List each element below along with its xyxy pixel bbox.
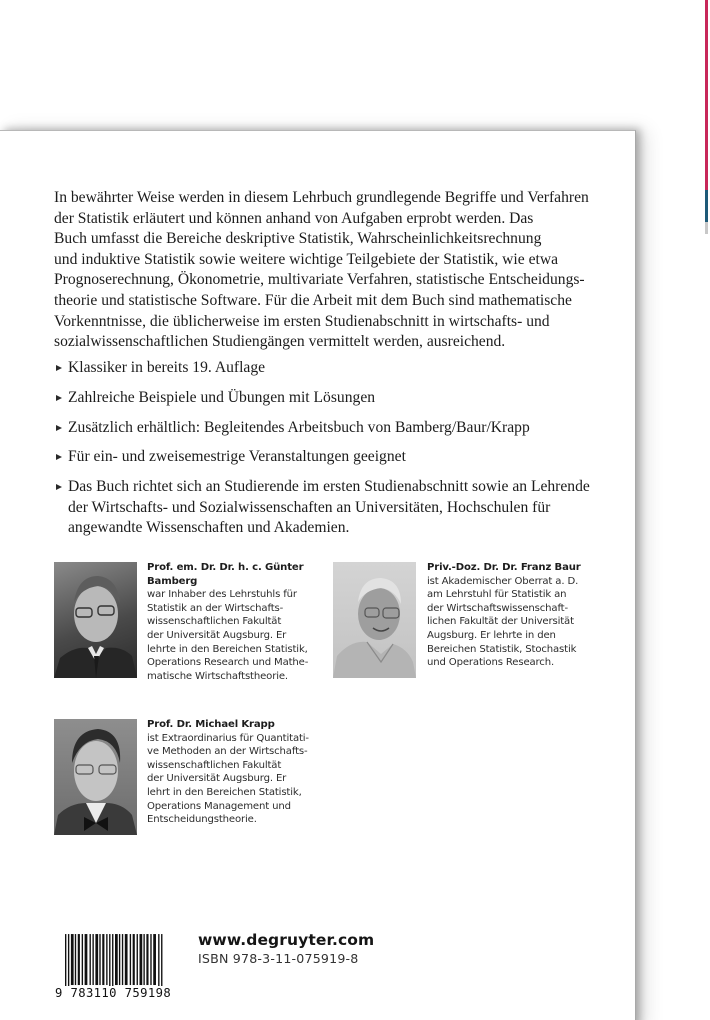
blurb-line: der Statistik erläutert und können anhand von Aufgaben erprobt werden. Das xyxy=(54,209,534,227)
triangle-bullet-icon xyxy=(56,454,62,460)
spine-pink-band xyxy=(705,0,708,190)
author-bio-baur: Priv.-Doz. Dr. Dr. Franz Baur ist Akademischer Oberrat a. D. am Lehrstuhl für Statistik an der Wirtschaftswissenschaft- lichen Fakultät der Universität Augsburg. Er lehrte in den Bereichen Statistik, Stochastik und Operations Research. xyxy=(427,562,581,669)
isbn-barcode xyxy=(55,934,172,1001)
author-name: Bamberg xyxy=(147,575,198,587)
triangle-bullet-icon xyxy=(56,365,62,371)
back-cover-page xyxy=(0,130,636,1020)
feature-item: Zahlreiche Beispiele und Übungen mit Lösungen xyxy=(54,388,624,409)
author-bio-krapp: Prof. Dr. Michael Krapp ist Extraordinarius für Quantitati- ve Methoden an der Wirtschafts- wissenschaftlichen Fakultät der Universität Augsburg. Er lehrt in den Bereichen Statistik, Operations Management und Entscheidungstheorie. xyxy=(147,719,309,826)
author-name: Prof. Dr. Michael Krapp xyxy=(147,719,275,730)
portrait-icon xyxy=(54,562,137,678)
author-photo-bamberg xyxy=(54,562,137,678)
author-photo-baur xyxy=(333,562,416,678)
author-bio-bamberg: Prof. em. Dr. Dr. h. c. Günter Bamberg war Inhaber des Lehrstuhls für Statistik an der Wirtschafts- wissenschaftlichen Fakultät der Universität Augsburg. Er lehrte in den Bereichen Statistik, Operations Research und Mathe- matische Wirtschaftstheorie. xyxy=(147,562,309,682)
feature-item: Klassiker in bereits 19. Auflage xyxy=(54,358,624,379)
triangle-bullet-icon xyxy=(56,484,62,490)
blurb-line: Prognoserechnung, Ökonometrie, multivariate Verfahren, statistische Entscheidungs- xyxy=(54,271,585,289)
portrait-icon xyxy=(54,719,137,835)
author-name: Priv.-Doz. Dr. Dr. Franz Baur xyxy=(427,562,581,573)
blurb-line: sozialwissenschaftlichen Studiengängen vermittelt werden, ausreichend. xyxy=(54,333,506,351)
blurb-line: Vorkenntnisse, die üblicherweise im ersten Studienabschnitt in wirtschafts- und xyxy=(54,312,550,330)
blurb-paragraph xyxy=(54,188,614,353)
barcode-icon xyxy=(65,934,165,989)
barcode-digits: 9 783110 759198 xyxy=(55,986,172,1000)
spine-grey-band xyxy=(705,222,708,234)
blurb-line: und induktive Statistik sowie weitere wichtige Teilgebiete der Statistik, wie etwa xyxy=(54,250,559,268)
blurb-line: Buch umfasst die Bereiche deskriptive Statistik, Wahrscheinlichkeitsrechnung xyxy=(54,230,542,248)
isbn-number: ISBN 978-3-11-075919-8 xyxy=(198,951,359,966)
portrait-icon xyxy=(333,562,416,678)
triangle-bullet-icon xyxy=(56,395,62,401)
publisher-url[interactable]: www.degruyter.com xyxy=(198,931,375,949)
blurb-line: In bewährter Weise werden in diesem Lehrbuch grundlegende Begriffe und Verfahren xyxy=(54,189,589,206)
blurb-line: theorie und statistische Software. Für die Arbeit mit dem Buch sind mathematische xyxy=(54,291,572,309)
author-name: Prof. em. Dr. Dr. h. c. Günter xyxy=(147,562,304,573)
feature-item: Für ein- und zweisemestrige Veranstaltungen geeignet xyxy=(54,447,624,468)
author-photo-krapp xyxy=(54,719,137,835)
triangle-bullet-icon xyxy=(56,425,62,431)
feature-item: Zusätzlich erhältlich: Begleitendes Arbeitsbuch von Bamberg/Baur/Krapp xyxy=(54,418,624,439)
feature-list xyxy=(54,358,624,548)
spine-teal-band xyxy=(705,190,708,222)
feature-item: Das Buch richtet sich an Studierende im ersten Studienabschnitt sowie an Lehrende der Wirtschafts- und Sozialwissenschaften an Universitäten, Hochschulen für angewandte Wissenschaften und Akademien. xyxy=(54,477,624,539)
book-spine-edge xyxy=(705,0,708,235)
publisher-info xyxy=(198,931,374,966)
